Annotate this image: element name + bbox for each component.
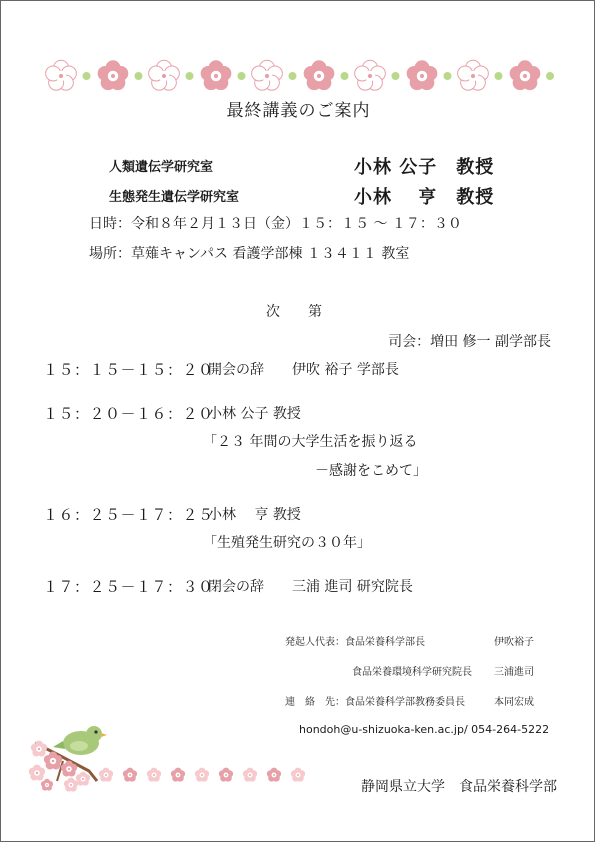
- program-time: １５：１５－１５：２０: [43, 361, 214, 379]
- footer-institution: 静岡県立大学 食品栄養科学部: [361, 779, 557, 795]
- program-line: 「２３ 年間の大学生活を振り返る: [203, 434, 418, 450]
- plum-blossom-icon: [458, 60, 489, 90]
- plum-blossom-icon: [267, 768, 281, 782]
- program-time: １５：２０－１６：２０: [43, 405, 214, 423]
- leaf-dot-icon: [546, 72, 554, 80]
- program-line: 小林 公子 教授: [208, 406, 301, 422]
- program-line: 「生殖発生研究の３０年」: [203, 535, 371, 551]
- speaker-1-lab: 人類遺伝学研究室: [109, 160, 214, 175]
- bird-icon: [53, 726, 107, 755]
- plum-blossom-icon: [291, 768, 305, 782]
- contact-info[interactable]: hondoh@u-shizuoka-ken.ac.jp/ 054-264-5222: [299, 723, 550, 736]
- plum-blossom-icon: [99, 768, 113, 782]
- plum-blossom-icon: [510, 60, 541, 90]
- plum-blossom-icon: [171, 768, 185, 782]
- program-line: 開会の辞 伊吹 裕子 学部長: [208, 362, 399, 378]
- leaf-dot-icon: [444, 72, 452, 80]
- plum-blossom-icon: [64, 778, 78, 792]
- branch-decoration: [1, 1, 321, 842]
- speaker-1-name: 小林 公子 教授: [354, 157, 495, 178]
- plum-blossom-icon: [219, 768, 233, 782]
- speaker-2-name: 小林 亨 教授: [354, 187, 495, 208]
- plum-blossom-icon: [31, 741, 47, 757]
- plum-blossom-icon: [41, 779, 53, 791]
- plum-blossom-icon: [147, 768, 161, 782]
- leaf-dot-icon: [495, 72, 503, 80]
- contact-label: 連 絡 先：食品栄養科学部教務委員長: [285, 697, 465, 708]
- plum-blossom-icon: [29, 765, 45, 781]
- program-heading: 次 第: [266, 304, 322, 320]
- plum-blossom-icon: [407, 60, 438, 90]
- program-line: 小林 亨 教授: [208, 507, 301, 523]
- leaf-dot-icon: [392, 72, 400, 80]
- plum-blossom-icon: [355, 60, 386, 90]
- organizer-1-name: 伊吹裕子: [494, 637, 534, 648]
- program-line: －感謝をこめて」: [315, 463, 427, 479]
- organizer-1-label: 発起人代表：食品栄養科学部長: [285, 637, 425, 648]
- organizer-2-label: 食品栄養環境科学研究院長: [352, 667, 472, 678]
- speaker-2-lab: 生態発生遺伝学研究室: [109, 190, 240, 205]
- datetime: 日時：令和８年２月１３日（金）１５：１５ ～ １７：３０: [89, 216, 462, 232]
- venue: 場所：草薙キャンパス 看護学部棟 １３４１１ 教室: [89, 246, 410, 262]
- plum-blossom-icon: [123, 768, 137, 782]
- program-time: １７：２５－１７：３０: [43, 578, 214, 596]
- plum-blossom-icon: [195, 768, 209, 782]
- organizer-2-name: 三浦進司: [494, 667, 534, 678]
- page-title: 最終講義のご案内: [226, 101, 371, 121]
- program-line: 閉会の辞 三浦 進司 研究院長: [208, 579, 413, 595]
- plum-blossom-icon: [243, 768, 257, 782]
- leaf-dot-icon: [341, 72, 349, 80]
- moderator: 司会：増田 修一 副学部長: [388, 334, 551, 350]
- contact-name: 本同宏成: [494, 697, 534, 708]
- program-time: １６：２５－１７：２５: [43, 506, 214, 524]
